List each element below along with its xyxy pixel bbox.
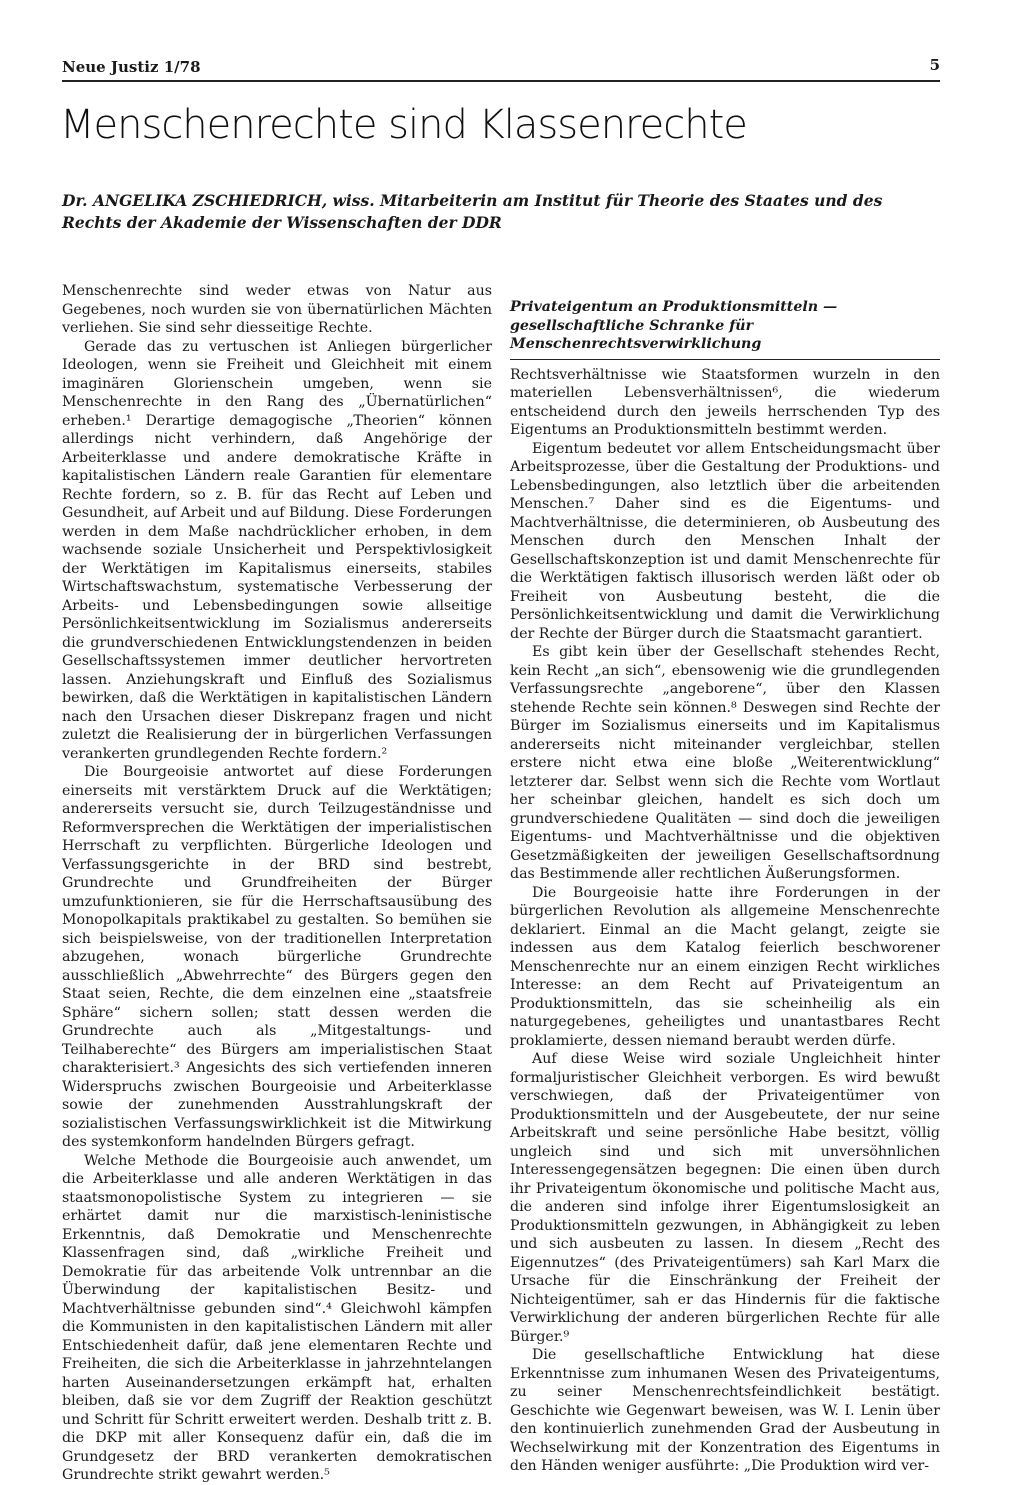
left-column bbox=[62, 282, 492, 1485]
paragraph: Die Bourgeoisie antwortet auf diese Forderungen einerseits mit verstärktem Druck auf die Werktätigen; andererseits versucht sie, durch Teilzugeständnisse und Reformversprechen die Werktätigen der imperialistischen Herrschaft zu verpflichten. Bürgerliche Ideologen und Verfassungsgerichte in der BRD sind bestrebt, Grundrechte und Grundfreiheiten der Bürger umzufunktionieren, sie für die Herrschaftsausübung des Monopolkapitals praktikabel zu gestalten. So bemühen sie sich beispielsweise, von der traditionellen Interpretation abzugehen, wonach bürgerliche Grundrechte ausschließlich „Abwehrrechte“ des Bürgers gegen den Staat seien, Rechte, die dem einzelnen eine „staatsfreie Sphäre“ sichern sollen; statt dessen werden die Grundrechte auch als „Mitgestaltungs- und Teilhaberechte“ des Bürgers am imperialistischen Staat charakterisiert.³ Angesichts des sich vertiefenden inneren Widerspruchs zwischen Bourgeoisie und Arbeiterklasse sowie der zunehmenden Ausstrahlungskraft der sozialistischen Verfassungswirklichkeit ist die Mitwirkung des systemkonform handelnden Bürgers gefragt. bbox=[62, 764, 492, 1150]
paragraph: Auf diese Weise wird soziale Ungleichheit hinter formaljuristischer Gleichheit verborgen. Es wird bewußt verschwiegen, daß der Privateigentümer von Produktionsmitteln und der Ausgebeutete, der nur seine Arbeitskraft und seine persönliche Habe besitzt, völlig ungleich sind und sich mit unversöhnlichen Interessengegensätzen begegnen: Die einen üben durch ihr Privateigentum ökonomische und politische Macht aus, die anderen sind infolge ihrer Eigentumslosigkeit an Produktionsmitteln gezwungen, in Abhängigkeit zu leben und sich ausbeuten zu lassen. In diesem „Recht des Eigennutzes“ (des Privateigentümers) sah Karl Marx die Ursache für die Einschränkung der Freiheit der Nichteigentümer, sah er das Hindernis für die faktische Verwirklichung der anderen bürgerlichen Rechte für alle Bürger.⁹ bbox=[510, 1051, 940, 1345]
paragraph: Welche Methode die Bourgeoisie auch anwendet, um die Arbeiterklasse und alle anderen Werktätigen in das staatsmonopolistische System zu integrieren — sie erhärtet damit nur die marxistisch-leninistische Erkenntnis, daß Demokratie und Menschenrechte Klassenfragen sind, daß „wirkliche Freiheit und Demokratie für das arbeitende Volk untrennbar an die Überwindung der kapitalistischen Besitz- und Machtverhältnisse gebunden sind“.⁴ Gleichwohl kämpfen die Kommunisten in den kapitalistischen Ländern mit aller Entschiedenheit dafür, daß jene elementaren Rechte und Freiheiten, die sich die Arbeiterklasse in jahrzehntelangen harten Auseinandersetzungen erkämpft hat, erhalten bleiben, daß sie vor dem Zugriff der Reaktion geschützt und Schritt für Schritt erweitert werden. Deshalb tritt z. B. die DKP mit aller Konsequenz dafür ein, daß die im Grundgesetz der BRD verankerten demokratischen Grundrechte strikt gewahrt werden.⁵ bbox=[62, 1152, 492, 1483]
page-header bbox=[62, 56, 940, 82]
right-column bbox=[510, 298, 940, 1476]
author-line: Dr. ANGELIKA ZSCHIEDRICH, wiss. Mitarbeiterin am Institut für Theorie des Staates und des Rechts der Akademie der Wissenschaften der DDR bbox=[62, 191, 883, 232]
paragraph: Die gesellschaftliche Entwicklung hat diese Erkenntnisse zum inhumanen Wesen des Privateigentums, zu seiner Menschenrechtsfeindlichkeit bestätigt. Geschichte wie Gegenwart beweisen, was W. I. Lenin über den kontinuierlich zunehmenden Grad der Ausbeutung in Wechselwirkung mit der Konzentration des Eigentums in den Händen weniger ausführte: „Die Produktion wird ver- bbox=[510, 1347, 940, 1474]
paragraph: Menschenrechte sind weder etwas von Natur aus Gegebenes, noch wurden sie von übernatürlichen Mächten verliehen. Sie sind sehr diesseitige Rechte. bbox=[62, 283, 492, 336]
section-heading: Privateigentum an Produktionsmitteln — gesellschaftliche Schranke für Menschenrechtsverwirklichung bbox=[510, 298, 940, 360]
paragraph: Es gibt kein über der Gesellschaft stehendes Recht, kein Recht „an sich“, ebensowenig wie die grundlegenden Verfassungsrechte „angeborene“, über den Klassen stehende Rechte sein können.⁸ Deswegen sind Rechte der Bürger im Sozialismus einerseits und im Kapitalismus andererseits nicht miteinander vergleichbar, stellen erstere nicht etwa eine bloße „Weiterentwicklung“ letzterer dar. Selbst wenn sich die Rechte vom Wortlaut her scheinbar gleichen, handelt es sich doch um grundverschiedene Qualitäten — sind doch die jeweiligen Eigentums- und Machtverhältnisse und die objektiven Gesetzmäßigkeiten der jeweiligen Gesellschaftsordnung das Bestimmende aller rechtlichen Äußerungsformen. bbox=[510, 644, 940, 882]
page-number: 5 bbox=[929, 56, 940, 74]
paragraph: Rechtsverhältnisse wie Staatsformen wurzeln in den materiellen Lebensverhältnissen⁶, die wiederum entscheidend durch den jeweils herrschenden Typ des Eigentums an Produktionsmitteln bestimmt werden. bbox=[510, 366, 940, 438]
journal-issue: Neue Justiz 1/78 bbox=[62, 58, 201, 76]
paragraph: Eigentum bedeutet vor allem Entscheidungsmacht über Arbeitsprozesse, über die Gestaltung der Produktions- und Lebensbedingungen, also letztlich über die arbeitenden Menschen.⁷ Daher sind es die Eigentums- und Machtverhältnisse, die determinieren, ob Ausbeutung des Menschen durch den Menschen Inhalt der Gesellschaftskonzeption ist und damit Menschenrechte für die Werktätigen faktisch illusorisch werden läßt oder ob Freiheit von Ausbeutung besteht, die die Persönlichkeitsentwicklung und damit die Verwirklichung der Rechte der Bürger durch die Staatsmacht garantiert. bbox=[510, 440, 940, 642]
paragraph: Gerade das zu vertuschen ist Anliegen bürgerlicher Ideologen, wenn sie Freiheit und Gleichheit mit einem imaginären Glorienschein umgeben, wenn sie Menschenrechte in den Rang des „Übernatürlichen“ erheben.¹ Derartige demagogische „Theorien“ können allerdings nicht verhindern, daß Angehörige der Arbeiterklasse und andere demokratische Kräfte in kapitalistischen Ländern reale Garantien für elementare Rechte fordern, so z. B. für das Recht auf Leben und Gesundheit, auf Arbeit und auf Bildung. Diese Forderungen werden in dem Maße nachdrücklicher erhoben, in dem wachsende soziale Unsicherheit und Perspektivlosigkeit der Werktätigen im Kapitalismus einerseits, stabiles Wirtschaftswachstum, systematische Verbesserung der Arbeits- und Lebensbedingungen sowie allseitige Persönlichkeitsentwicklung im Sozialismus andererseits die grundverschiedenen Entwicklungstendenzen in beiden Gesellschaftssystemen immer deutlicher hervortreten lassen. Anziehungskraft und Einfluß des Sozialismus bewirken, daß die Werktätigen in kapitalistischen Ländern nach den Ursachen dieser Diskrepanz fragen und nicht zuletzt die Realisierung der in bürgerlichen Verfassungen verankerten grundlegenden Rechte fordern.² bbox=[62, 338, 492, 762]
article-title: Menschenrechte sind Klassenrechte bbox=[60, 102, 747, 148]
paragraph: Die Bourgeoisie hatte ihre Forderungen in der bürgerlichen Revolution als allgemeine Menschenrechte deklariert. Einmal an die Macht gelangt, zeigte sie indessen aus dem Katalog feierlich beschworener Menschenrechte nur an einem einzigen Recht wirkliches Interesse: an dem Recht auf Privateigentum an Produktionsmitteln, das sie scheinheilig als ein naturgegebenes, geheiligtes und unantastbares Recht proklamierte, dessen niemand beraubt werden dürfe. bbox=[510, 884, 940, 1049]
